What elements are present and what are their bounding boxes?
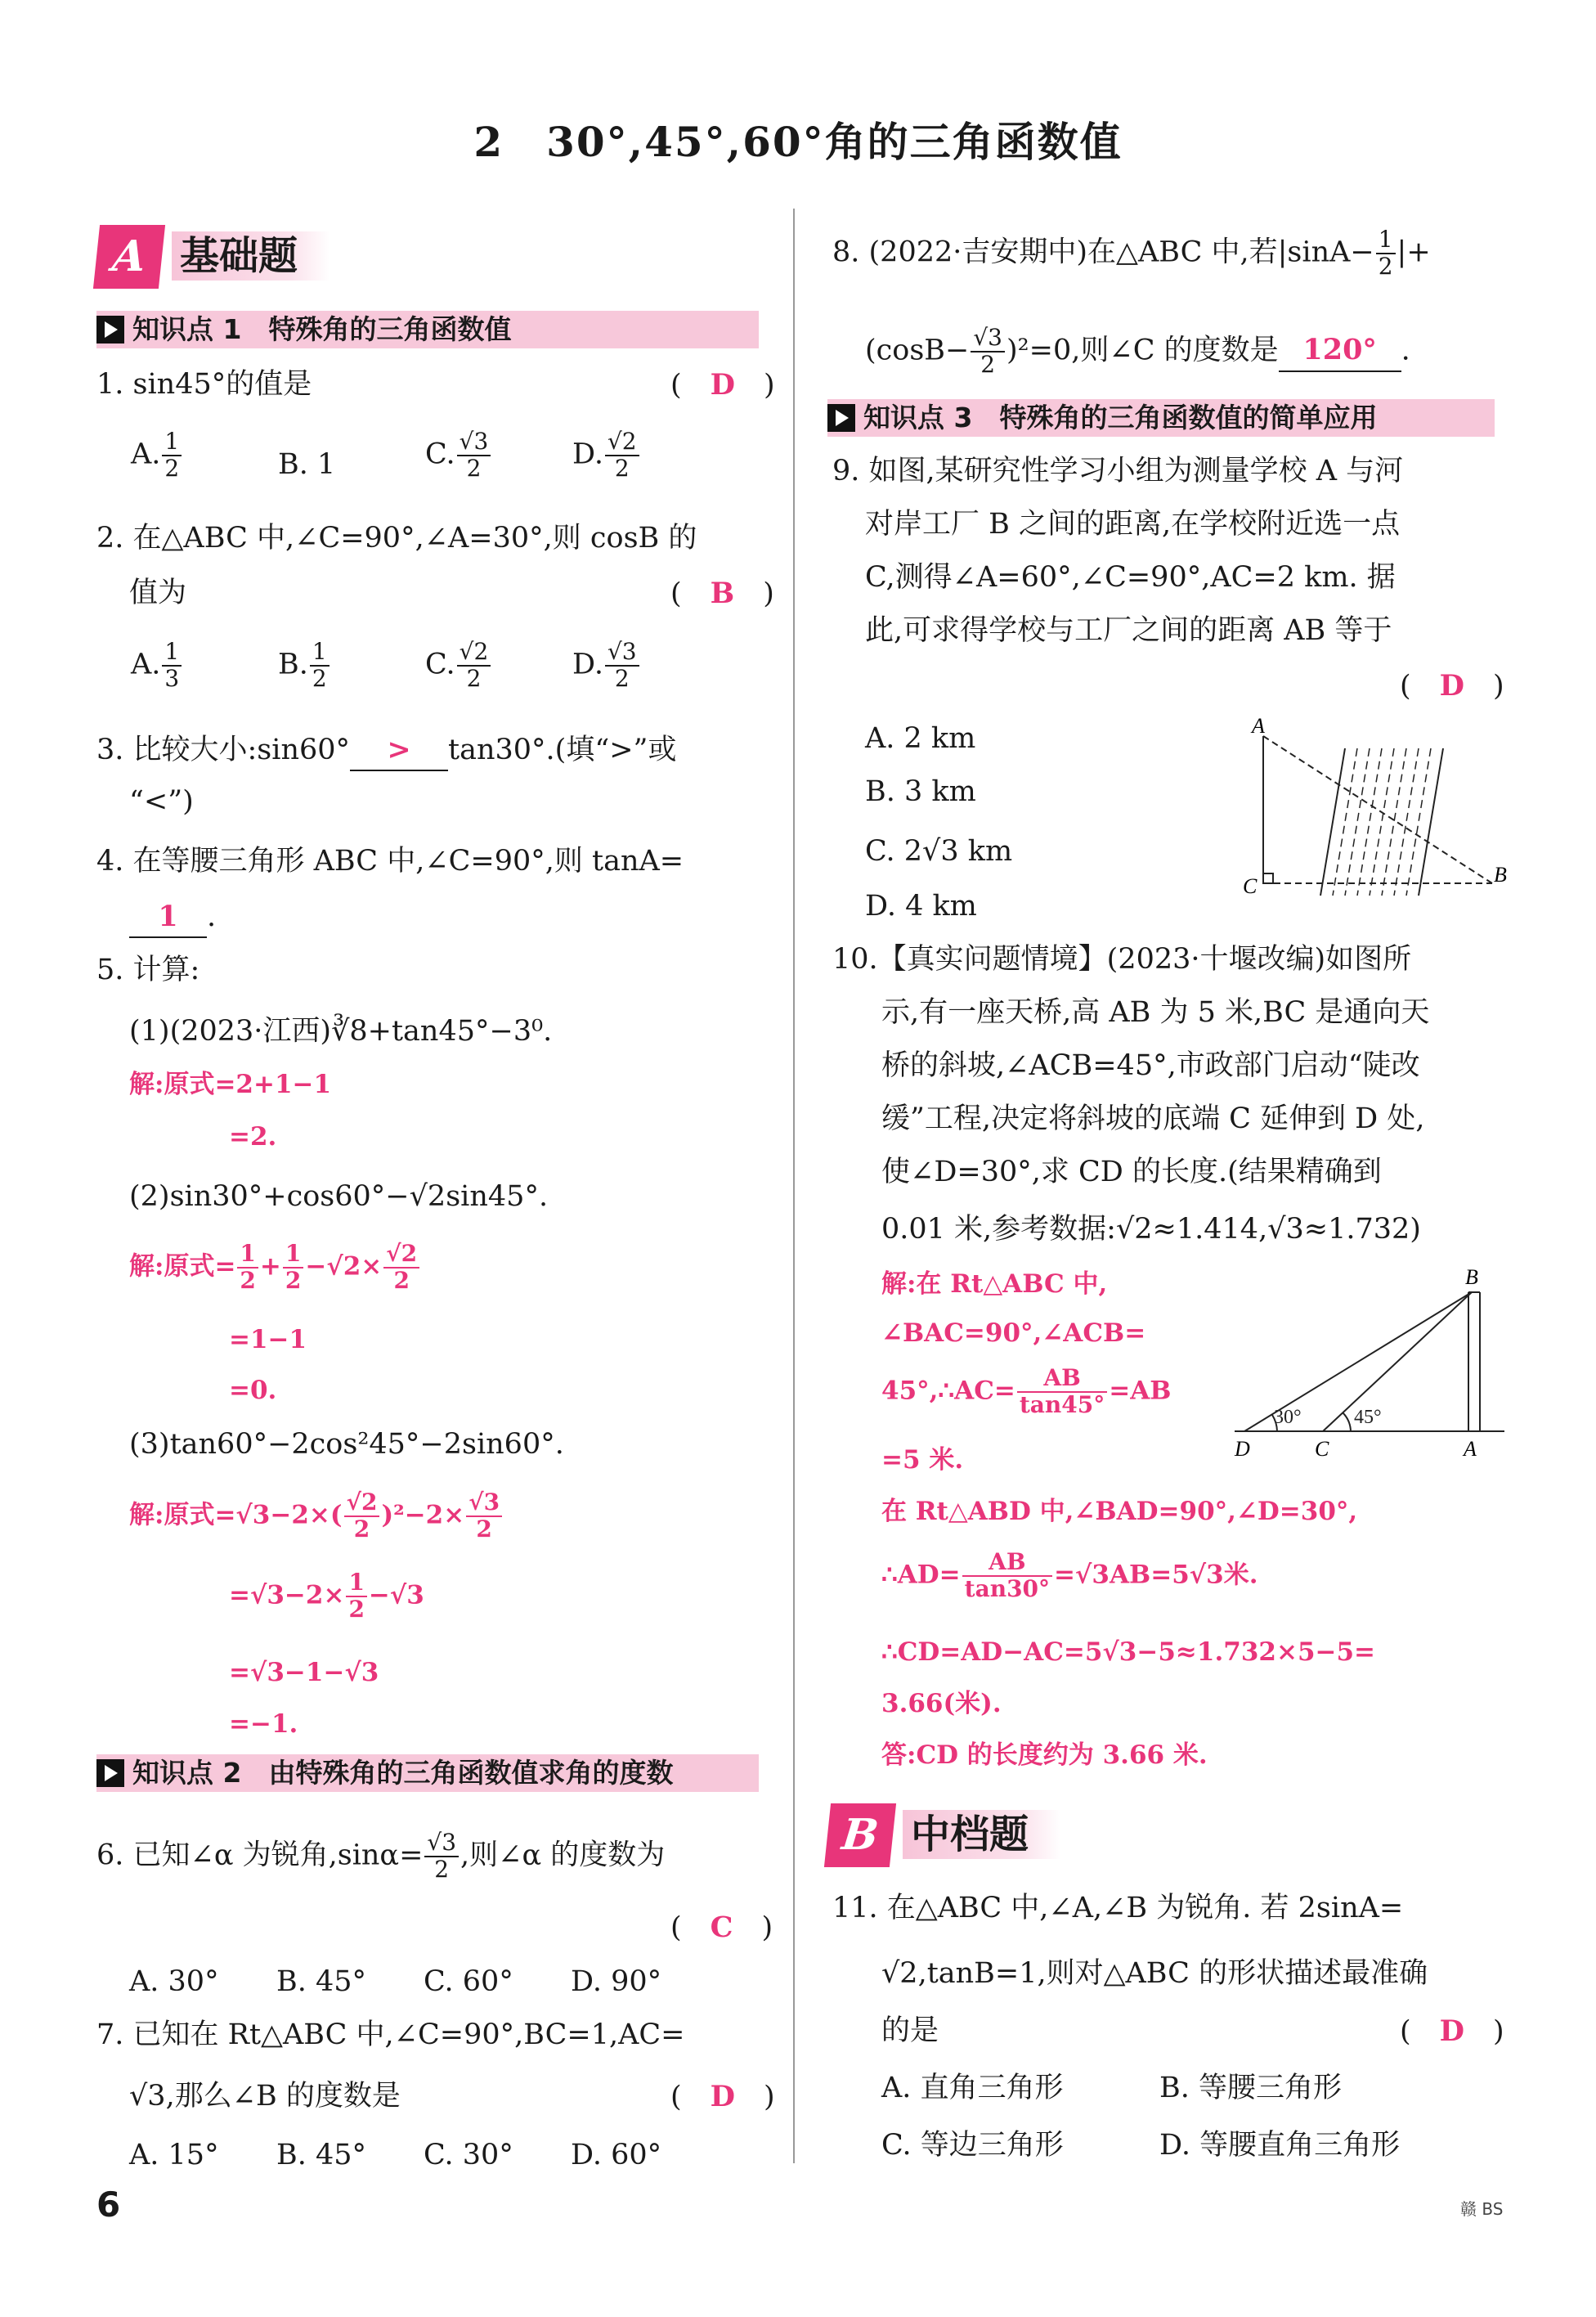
segment-ab [1263,736,1492,883]
q8-answer: 120° [1302,333,1377,367]
q9-answer-box: ( D ) [1400,669,1504,703]
knowledge-point-1-label: 知识点 1 特殊角的三角函数值 [132,313,512,345]
q1-option-d: D. $\frac{√2}{2}$ [572,429,641,482]
q10-solution-4: =5 米. [881,1445,964,1475]
q5-part2: (2)sin30°+cos60°−√2sin45°. [129,1180,549,1213]
q8-line1: 8. (2022·吉安期中)在△ABC 中,若|sinA− $\frac{1}{2}$ |+ [832,226,1431,280]
q7-option-c: C. 30° [424,2139,513,2171]
q2-line2: 值为 [129,577,187,609]
q3-line1: 3. 比较大小:sin60° > tan30°.(填“>”或 [96,730,676,771]
q4-line1: 4. 在等腰三角形 ABC 中,∠C=90°,则 tanA= [96,845,684,878]
q9-option-b: B. 3 km [865,775,976,808]
q11-line2: √2,tanB=1,则对△ABC 的形状描述最准确 [881,1957,1428,1990]
section-b-label: 中档题 [903,1810,1061,1859]
q6-option-c: C. 60° [424,1965,513,1998]
river-bank-left [1320,748,1345,896]
q11-line3: 的是 [881,2014,939,2047]
angle-30-label: 30° [1274,1407,1302,1428]
q10-solution-1: 解:在 Rt△ABC 中, [881,1269,1108,1299]
q5-part2-solution-1: 解:原式= $\frac{1}{2}$ + $\frac{1}{2}$ −√2× $\frac{√2}{2}$ [129,1242,421,1294]
q5-part1-solution-2: =2. [229,1122,277,1152]
q6-answer-box: ( C ) [670,1911,773,1944]
q5-part2-solution-2: =1−1 [229,1325,307,1354]
q2-answer: B [710,577,735,610]
q5-part3-solution-4: =−1. [229,1709,298,1739]
q1-answer-box: ( D ) [670,368,775,402]
page-number: 6 [96,2185,121,2225]
footer-tag: 赣 BS [1460,2199,1504,2219]
knowledge-point-1 [96,311,759,348]
angle-45-arc [1343,1412,1351,1431]
q11-option-c: C. 等边三角形 [881,2129,1064,2162]
q7-option-b: B. 45° [276,2139,367,2171]
q11-answer: D [1439,2014,1465,2048]
angle-45-label: 45° [1354,1407,1382,1428]
knowledge-point-2-label: 知识点 2 由特殊角的三角函数值求角的度数 [132,1757,674,1789]
knowledge-point-2 [96,1754,759,1792]
column-divider [793,209,795,2163]
q10-bridge-figure [1226,1260,1513,1460]
section-b-heading [827,1803,1122,1869]
point-c-label: C [1315,1437,1329,1460]
q9-line2: 对岸工厂 B 之间的距离,在学校附近选一点 [865,508,1401,541]
q7-answer: D [710,2080,736,2113]
q6-stem: 6. 已知∠α 为锐角,sinα= $\frac{√3}{2}$ ,则∠α 的度数为 [96,1829,666,1883]
knowledge-point-3 [827,399,1495,437]
q6-option-b: B. 45° [276,1965,367,1998]
point-c-label: C [1243,874,1258,898]
section-a-heading [96,225,391,290]
q11-line1: 11. 在△ABC 中,∠A,∠B 为锐角. 若 2sinA= [832,1892,1404,1924]
q5-part1: (1)(2023·江西)∛8+tan45°−3⁰. [129,1015,553,1048]
q9-option-c: C. 2√3 km [865,835,1013,868]
q2-option-c: C. $\frac{√2}{2}$ [425,640,492,692]
section-a-label: 基础题 [172,231,330,281]
q5-part3-solution-2: =√3−2× $\frac{1}{2}$ −√3 [229,1569,424,1623]
q10-line2: 示,有一座天桥,高 AB 为 5 米,BC 是通向天 [881,996,1430,1029]
q2-option-d: D. $\frac{√3}{2}$ [572,640,641,692]
q11-option-a: A. 直角三角形 [881,2072,1064,2104]
q10-solution-3: 45°,∴AC= $\frac{AB}{\tan 45^\circ}$ =AB [881,1364,1172,1418]
q10-solution-9: 答:CD 的长度约为 3.66 米. [881,1740,1208,1770]
q6-answer: C [710,1911,733,1944]
page-title: 2 30°,45°,60°角的三角函数值 [473,118,1123,166]
play-triangle-icon [827,404,855,432]
q9-line1: 9. 如图,某研究性学习小组为测量学校 A 与河 [832,455,1404,487]
play-triangle-icon [96,1759,124,1787]
knowledge-point-3-label: 知识点 3 特殊角的三角函数值的简单应用 [863,402,1378,433]
q6-option-a: A. 30° [129,1965,219,1998]
q5-part1-solution-1: 解:原式=2+1−1 [129,1070,332,1099]
point-a-label: A [1252,714,1265,738]
q11-answer-box: ( D ) [1400,2014,1504,2048]
q9-option-a: A. 2 km [865,722,976,755]
q1-option-a: A. $\frac{1}{2}$ [131,429,183,482]
q10-line5: 使∠D=30°,求 CD 的长度.(结果精确到 [881,1156,1382,1188]
q10-solution-6: ∴AD= $\frac{AB}{\tan 30^\circ}$ =√3AB=5√3米. [881,1548,1258,1602]
q2-line1: 2. 在△ABC 中,∠C=90°,∠A=30°,则 cosB 的 [96,522,697,555]
q7-line2: √3,那么∠B 的度数是 [129,2080,401,2113]
play-triangle-icon [96,316,124,344]
point-b-label: B [1465,1265,1478,1289]
q1-option-c: C. $\frac{√3}{2}$ [425,429,492,482]
q5-part3-solution-3: =√3−1−√3 [229,1658,379,1687]
q7-answer-box: ( D ) [670,2080,775,2113]
q1-answer: D [710,368,736,402]
q1-stem: 1. sin45°的值是 [96,368,312,401]
q5-stem: 5. 计算: [96,954,200,986]
q9-option-d: D. 4 km [865,890,977,923]
q10-solution-8: 3.66(米). [881,1689,1002,1718]
right-angle-mark [1263,873,1273,883]
q11-option-b: B. 等腰三角形 [1159,2072,1342,2104]
q4-answer-line: 1 . [129,897,216,938]
river-hatching [1333,748,1431,896]
point-d-label: D [1235,1437,1250,1460]
q10-solution-2: ∠BAC=90°,∠ACB= [881,1318,1146,1348]
q10-solution-5: 在 Rt△ABD 中,∠BAD=90°,∠D=30°, [881,1497,1358,1526]
q5-part2-solution-3: =0. [229,1376,277,1405]
q5-part3-solution-1: 解:原式=√3−2×( $\frac{√2}{2}$ )²−2× $\frac{√3}{2}$ [129,1490,504,1542]
q9-river-figure [1231,712,1509,904]
segment-bc [1323,1292,1472,1431]
q7-line1: 7. 已知在 Rt△ABC 中,∠C=90°,BC=1,AC= [96,2018,685,2051]
q2-answer-box: ( B ) [670,577,774,610]
q11-option-d: D. 等腰直角三角形 [1159,2129,1401,2162]
q9-answer: D [1439,669,1465,703]
q1-option-b: B. 1 [278,448,336,481]
point-a-label: A [1464,1437,1477,1460]
q10-line6: 0.01 米,参考数据:√2≈1.414,√3≈1.732) [881,1213,1421,1246]
q7-option-d: D. 60° [571,2139,662,2171]
q4-answer: 1 [158,900,178,933]
q10-line3: 桥的斜坡,∠ACB=45°,市政部门启动“陡改 [881,1049,1420,1082]
point-b-label: B [1494,863,1507,887]
q6-option-d: D. 90° [571,1965,662,1998]
section-b-letter: B [824,1803,896,1867]
q10-solution-7: ∴CD=AD−AC=5√3−5≈1.732×5−5= [881,1637,1376,1667]
q2-option-a: A. $\frac{1}{3}$ [131,640,183,692]
q3-answer: > [387,733,411,766]
q8-line2: (cosB− $\frac{√3}{2}$ )²=0,则∠C 的度数是 120° . [865,324,1410,378]
q10-line1: 10.【真实问题情境】(2023·十堰改编)如图所 [832,943,1412,976]
river-bank-right [1419,748,1443,896]
q2-option-b: B. $\frac{1}{2}$ [278,640,331,692]
q10-line4: 缓”工程,决定将斜坡的底端 C 延伸到 D 处, [881,1102,1425,1135]
section-a-letter: A [93,225,165,289]
q3-line2: “<”) [129,785,194,818]
q7-option-a: A. 15° [129,2139,219,2171]
q9-line4: 此,可求得学校与工厂之间的距离 AB 等于 [865,614,1392,647]
q5-part3: (3)tan60°−2cos²45°−2sin60°. [129,1428,564,1461]
q9-line3: C,测得∠A=60°,∠C=90°,AC=2 km. 据 [865,561,1396,594]
